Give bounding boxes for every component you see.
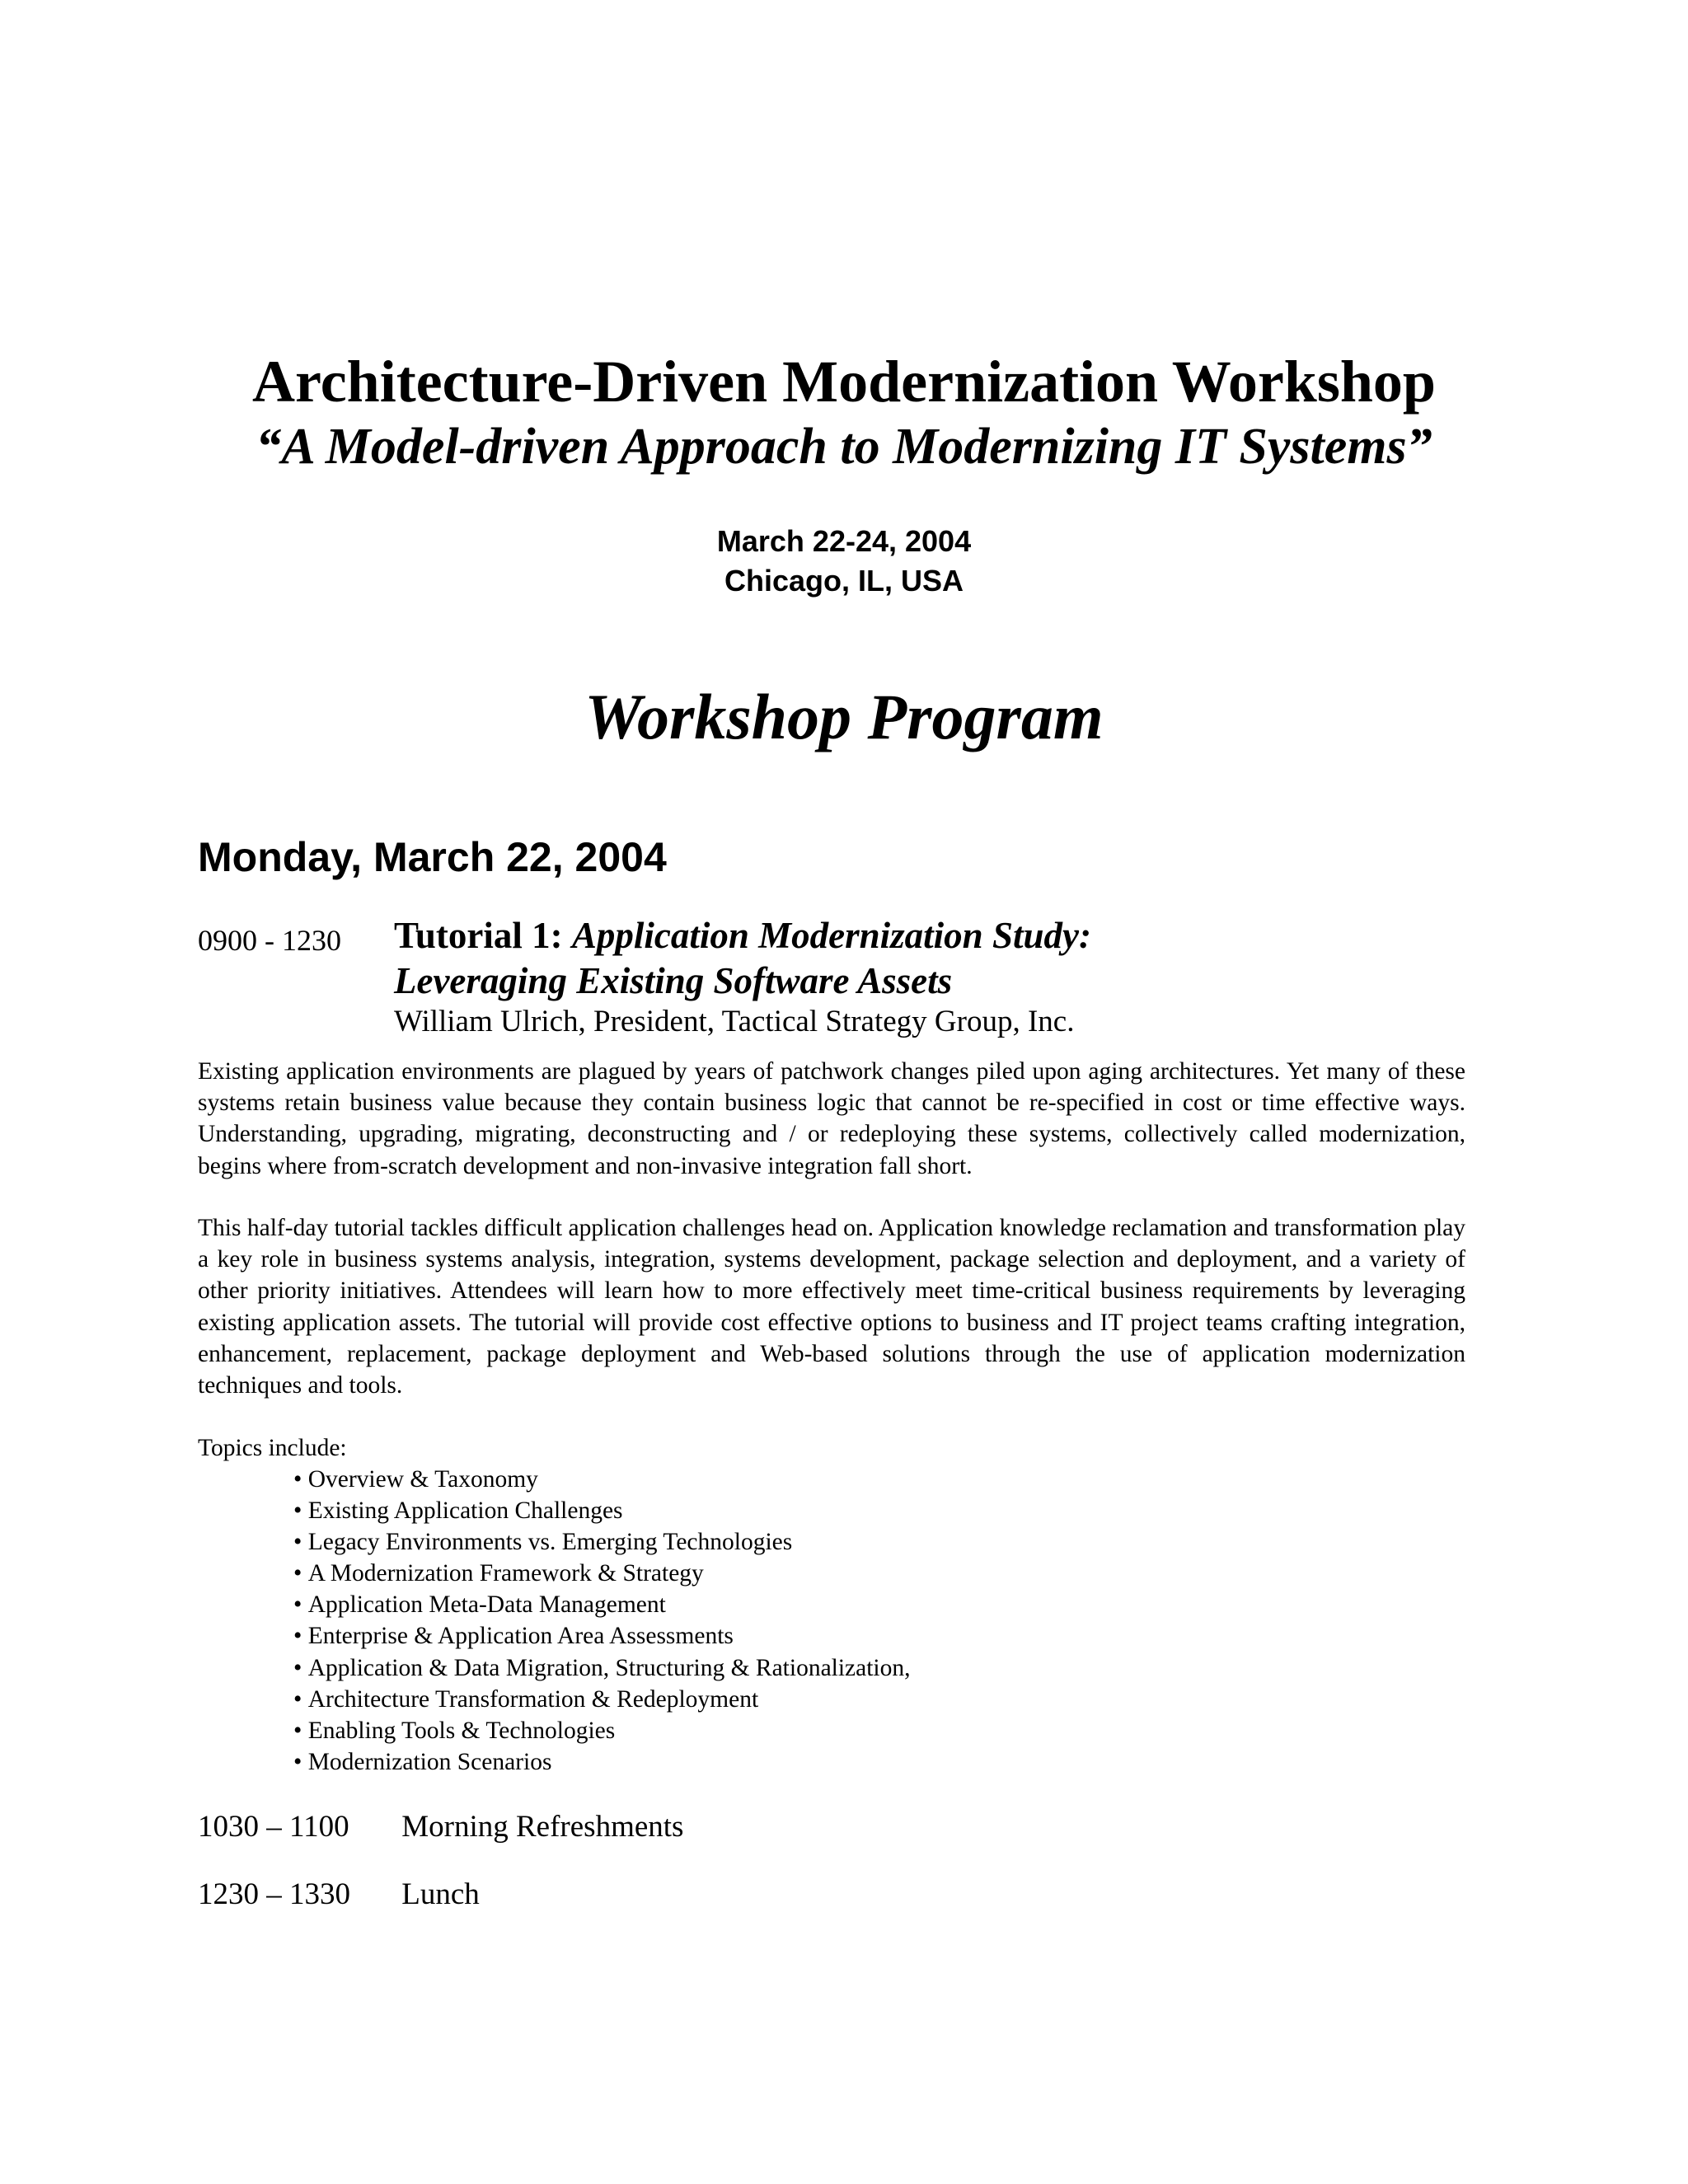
tutorial-paragraph-2: This half-day tutorial tackles difficult application challenges head on. Application knowledge reclamation and transformation play a key role in business systems analysis, integration, systems development, package selection and deployment, and a variety of other priority initiatives. Attendees will learn how to more effectively meet time-critical business requirements by leveraging existing application assets. The tutorial will provide cost effective options to business and IT project teams crafting integration, enhancement, replacement, package deployment and Web-based solutions through the use of application modernization techniques and tools. (198, 1215, 1465, 1399)
schedule-time: 1230 – 1330 (198, 1877, 350, 1911)
tutorial-label: Tutorial 1: (394, 915, 563, 956)
event-location: Chicago, IL, USA (724, 564, 964, 598)
topic-item: • Modernization Scenarios (293, 1746, 911, 1778)
workshop-subtitle: “A Model-driven Approach to Modernizing IT Systems” (256, 419, 1432, 475)
day-heading: Monday, March 22, 2004 (198, 834, 667, 880)
tutorial-name-line1: Application Modernization Study: (571, 915, 1091, 956)
topics-list (293, 1464, 911, 1778)
topic-item: • Enterprise & Application Area Assessments (293, 1620, 911, 1652)
schedule-event: Morning Refreshments (401, 1810, 684, 1844)
tutorial-speaker: William Ulrich, President, Tactical Strategy Group, Inc. (394, 1005, 1075, 1038)
schedule-time: 1030 – 1100 (198, 1810, 349, 1844)
topic-item: • Application & Data Migration, Structuring & Rationalization, (293, 1652, 911, 1684)
schedule-row-lunch (198, 1875, 480, 1915)
topic-item: • Existing Application Challenges (293, 1495, 911, 1526)
topic-item: • Overview & Taxonomy (293, 1464, 911, 1495)
event-dates: March 22-24, 2004 (716, 524, 972, 558)
topic-item: • Legacy Environments vs. Emerging Technologies (293, 1526, 911, 1558)
tutorial-paragraph-1: Existing application environments are plagued by years of patchwork changes piled upon aging architectures. Yet many of these systems retain business value because they contain business logic that cannot be re-specified in cost or time effective ways. Understanding, upgrading, migrating, deconstructing and / or redeploying these systems, collectively called modernization, begins where from-scratch development and non-invasive integration fall short. (198, 1058, 1465, 1179)
schedule-event: Lunch (401, 1877, 480, 1911)
topic-item: • Architecture Transformation & Redeployment (293, 1684, 911, 1715)
topics-label: Topics include: (198, 1435, 347, 1461)
schedule-row-refreshments (198, 1807, 683, 1847)
event-info (0, 522, 1688, 601)
topic-item: • Enabling Tools & Technologies (293, 1715, 911, 1746)
program-title: Workshop Program (584, 681, 1104, 752)
topic-item: • Application Meta-Data Management (293, 1589, 911, 1620)
tutorial-title (394, 913, 1091, 1004)
tutorial-time: 0900 - 1230 (198, 924, 341, 957)
tutorial-name-line2: Leveraging Existing Software Assets (394, 960, 953, 1001)
workshop-title: Architecture-Driven Modernization Workshop (252, 349, 1436, 415)
topic-item: • A Modernization Framework & Strategy (293, 1558, 911, 1589)
